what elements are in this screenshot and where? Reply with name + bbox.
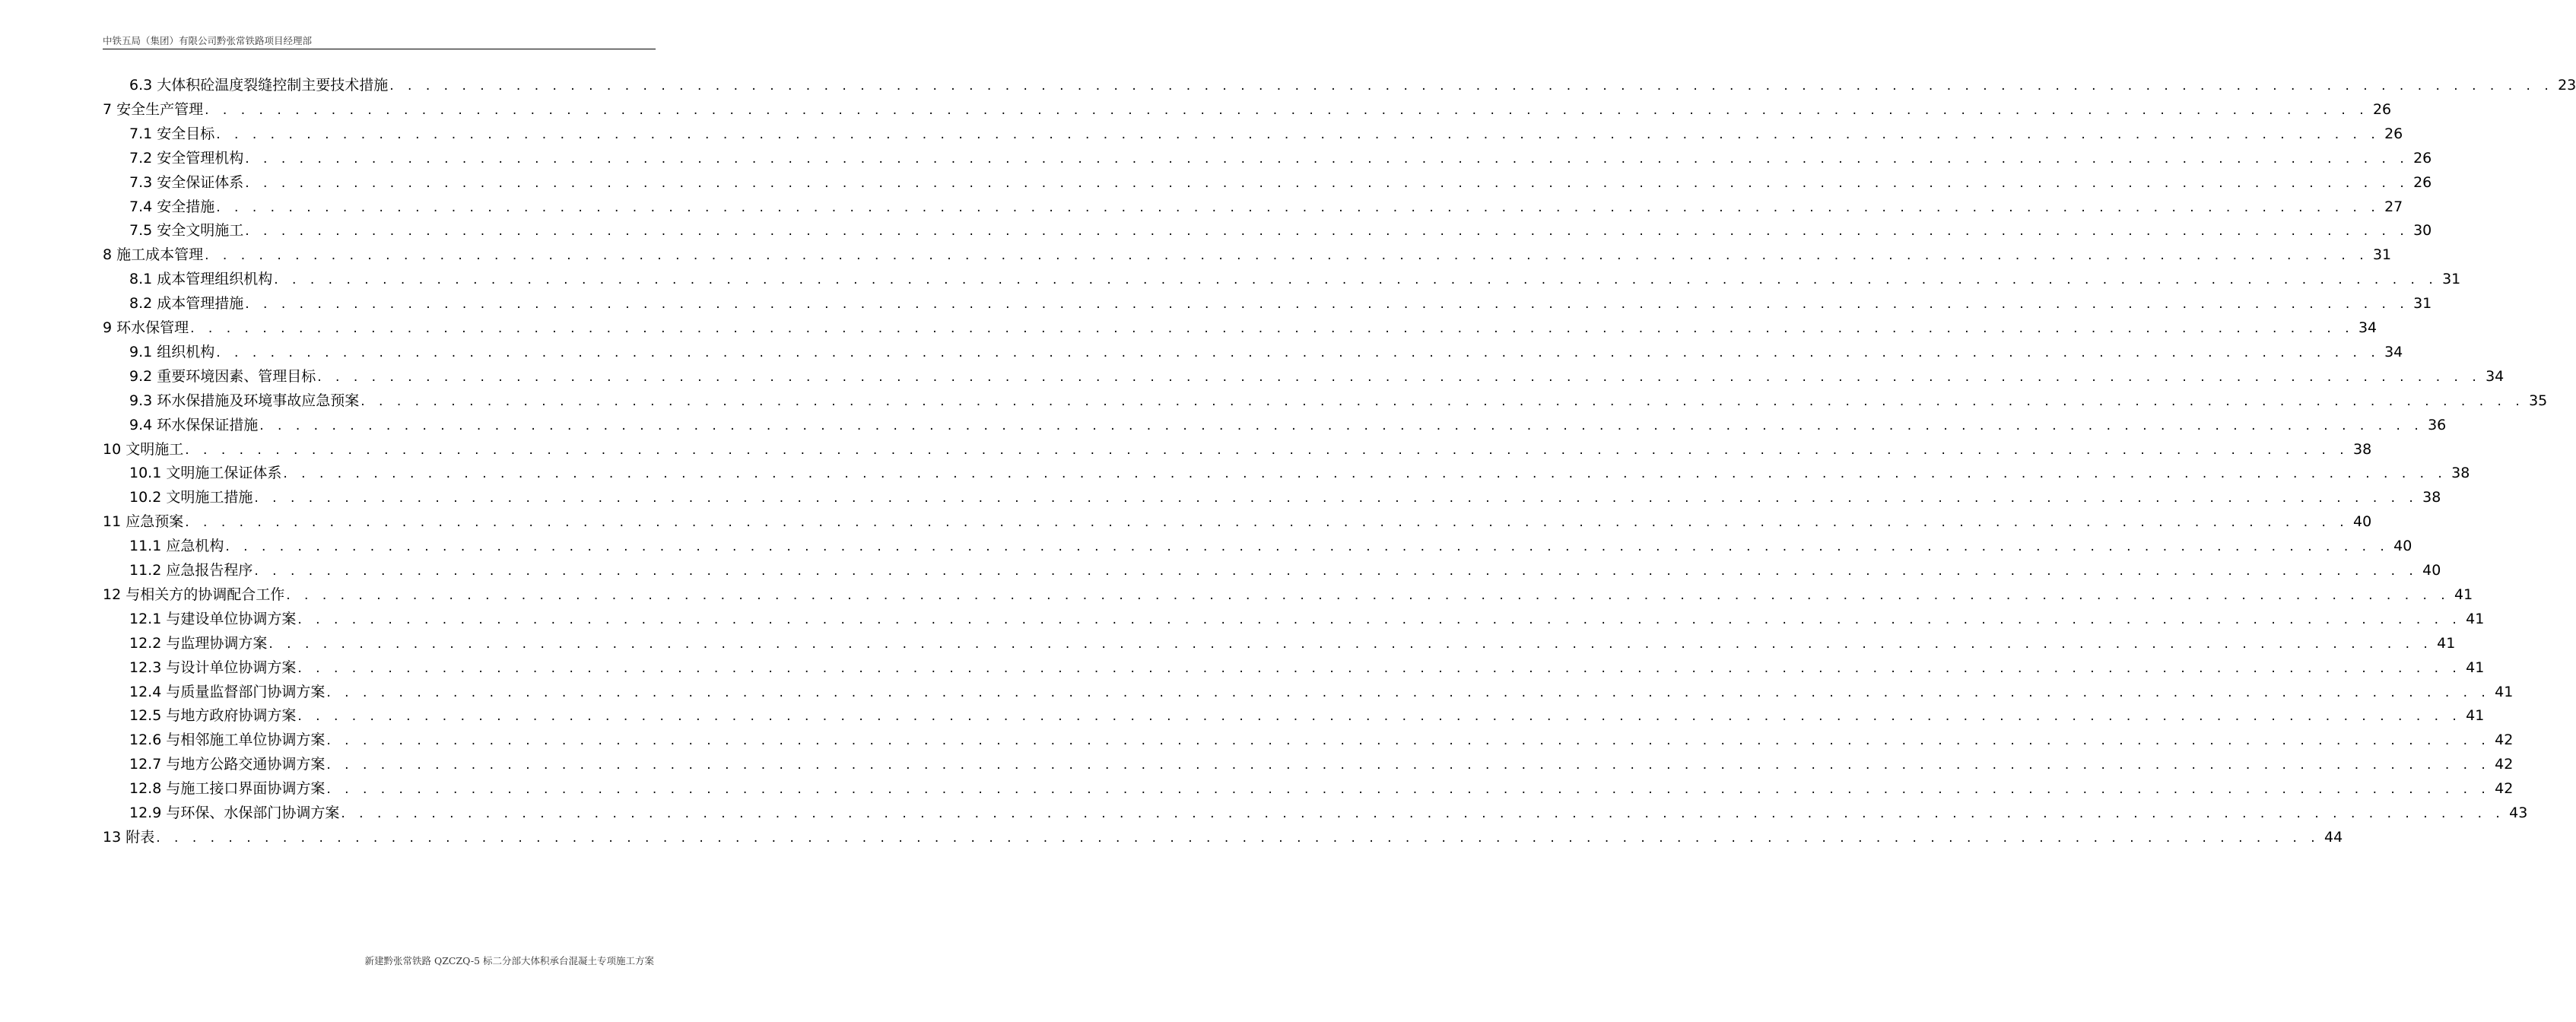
toc-entry-page: 41 [2466,707,2485,725]
toc-entry-title: 大体积砼温度裂缝控制主要技术措施 [157,77,389,94]
toc-entry-number: 8 [103,246,113,264]
toc-entry-page: 40 [2422,562,2441,579]
toc-entry-number: 7.2 [129,149,153,167]
toc-entry-page: 38 [2353,440,2372,458]
toc-entry[interactable] [129,558,2441,582]
toc-entry-page: 26 [2384,125,2403,142]
page-header: 中铁五局（集团）有限公司黔张常铁路项目经理部 [103,35,656,49]
toc-entry-number: 12.8 [129,780,162,798]
toc-entry-page: 38 [2422,489,2441,506]
toc-entry[interactable] [129,364,2505,389]
toc-dot-leader: . . . . . . . . . . . . . . . . . . . . . . . . . . . . . . . . . . . . . . . . . . . . . . . . . . . . . . . . . . . . . . . . . . . . . . . . . . . . . . . . . . . . . . . . . . . . . . . . . . . . . . . . . . . . . . . . . . . . . . . . [326,782,2491,798]
toc-entry-number: 9.2 [129,367,153,385]
toc-entry-title: 文明施工 [125,440,184,458]
toc-dot-leader: . . . . . . . . . . . . . . . . . . . . . . . . . . . . . . . . . . . . . . . . . . . . . . . . . . . . . . . . . . . . . . . . . . . . . . . . . . . . . . . . . . . . . . . . . . . . . . . . . . . . . . . . . . . . . . . . . . . . . . . . [190,321,2355,336]
toc-entry-title: 应急预案 [125,513,184,531]
toc-dot-leader: . . . . . . . . . . . . . . . . . . . . . . . . . . . . . . . . . . . . . . . . . . . . . . . . . . . . . . . . . . . . . . . . . . . . . . . . . . . . . . . . . . . . . . . . . . . . . . . . . . . . . . . . . . . . . . . . . . . . . . . . [185,442,2349,458]
toc-entry-number: 7.5 [129,222,153,240]
toc-entry[interactable] [129,413,2447,437]
toc-entry-title: 与相邻施工单位协调方案 [166,732,326,749]
toc-dot-leader: . . . . . . . . . . . . . . . . . . . . . . . . . . . . . . . . . . . . . . . . . . . . . . . . . . . . . . . . . . . . . . . . . . . . . . . . . . . . . . . . . . . . . . . . . . . . . . . . . . . . . . . . . . . . . . . . . . . . . . . . [297,611,2462,627]
toc-entry[interactable] [103,97,2392,122]
toc-entry[interactable] [129,752,2514,776]
toc-entry-page: 27 [2384,198,2403,215]
toc-entry-title: 环水保保证措施 [157,416,259,433]
toc-dot-leader: . . . . . . . . . . . . . . . . . . . . . . . . . . . . . . . . . . . . . . . . . . . . . . . . . . . . . . . . . . . . . . . . . . . . . . . . . . . . . . . . . . . . . . . . . . . . . . . . . . . . . . . . . . . . . . . . . . . . . . . . [245,297,2409,313]
toc-entry[interactable] [129,122,2403,146]
toc-entry-page: 44 [2324,828,2343,846]
toc-entry-title: 安全目标 [157,125,215,142]
toc-entry-page: 31 [2372,246,2392,264]
toc-entry-number: 7 [103,100,113,118]
toc-entry[interactable] [103,437,2372,462]
toc-entry-number: 12.6 [129,732,162,749]
toc-entry-page: 31 [2442,271,2461,288]
toc-entry[interactable] [103,825,2343,849]
toc-entry-title: 与地方政府协调方案 [166,707,297,725]
toc-entry-title: 与建设单位协调方案 [166,610,297,627]
toc-entry[interactable] [129,195,2403,219]
toc-entry-title: 成本管理措施 [157,295,244,313]
toc-dot-leader: . . . . . . . . . . . . . . . . . . . . . . . . . . . . . . . . . . . . . . . . . . . . . . . . . . . . . . . . . . . . . . . . . . . . . . . . . . . . . . . . . . . . . . . . . . . . . . . . . . . . . . . . . . . . . . . . . . . . . . . . [326,684,2491,700]
toc-entry-number: 11 [103,513,122,531]
toc-dot-leader: . . . . . . . . . . . . . . . . . . . . . . . . . . . . . . . . . . . . . . . . . . . . . . . . . . . . . . . . . . . . . . . . . . . . . . . . . . . . . . . . . . . . . . . . . . . . . . . . . . . . . . . . . . . . . . . . . . . . . . . . [317,369,2482,385]
toc-dot-leader: . . . . . . . . . . . . . . . . . . . . . . . . . . . . . . . . . . . . . . . . . . . . . . . . . . . . . . . . . . . . . . . . . . . . . . . . . . . . . . . . . . . . . . . . . . . . . . . . . . . . . . . . . . . . . . . . . . . . . . . . [225,539,2390,555]
toc-entry[interactable] [103,243,2392,267]
toc-entry-number: 9.3 [129,392,153,409]
toc-entry-title: 文明施工措施 [166,489,253,506]
toc-entry-number: 12.3 [129,659,162,676]
toc-entry-page: 38 [2451,465,2470,482]
toc-entry[interactable] [129,170,2432,195]
toc-dot-leader: . . . . . . . . . . . . . . . . . . . . . . . . . . . . . . . . . . . . . . . . . . . . . . . . . . . . . . . . . . . . . . . . . . . . . . . . . . . . . . . . . . . . . . . . . . . . . . . . . . . . . . . . . . . . . . . . . . . . . . . . [254,490,2419,506]
toc-entry[interactable] [129,73,2576,97]
toc-dot-leader: . . . . . . . . . . . . . . . . . . . . . . . . . . . . . . . . . . . . . . . . . . . . . . . . . . . . . . . . . . . . . . . . . . . . . . . . . . . . . . . . . . . . . . . . . . . . . . . . . . . . . . . . . . . . . . . . . . . . . . . . [216,126,2381,142]
toc-entry[interactable] [129,680,2514,704]
toc-entry-title: 与质量监督部门协调方案 [166,683,326,700]
toc-entry-title: 与监理协调方案 [166,634,268,652]
toc-entry[interactable] [129,655,2485,680]
toc-entry-title: 与环保、水保部门协调方案 [166,805,340,821]
toc-entry[interactable] [129,146,2432,170]
toc-entry-page: 26 [2413,149,2432,167]
toc-entry-number: 12.1 [129,610,162,627]
toc-entry-number: 6.3 [129,77,153,94]
toc-dot-leader: . . . . . . . . . . . . . . . . . . . . . . . . . . . . . . . . . . . . . . . . . . . . . . . . . . . . . . . . . . . . . . . . . . . . . . . . . . . . . . . . . . . . . . . . . . . . . . . . . . . . . . . . . . . . . . . . . . . . . . . . [205,248,2369,264]
toc-entry[interactable] [129,389,2548,413]
toc-dot-leader: . . . . . . . . . . . . . . . . . . . . . . . . . . . . . . . . . . . . . . . . . . . . . . . . . . . . . . . . . . . . . . . . . . . . . . . . . . . . . . . . . . . . . . . . . . . . . . . . . . . . . . . . . . . . . . . . . . . . . . . . [326,733,2491,749]
toc-entry-number: 12.9 [129,805,162,821]
toc-dot-leader: . . . . . . . . . . . . . . . . . . . . . . . . . . . . . . . . . . . . . . . . . . . . . . . . . . . . . . . . . . . . . . . . . . . . . . . . . . . . . . . . . . . . . . . . . . . . . . . . . . . . . . . . . . . . . . . . . . . . . . . . [245,175,2409,191]
toc-entry[interactable] [103,316,2377,340]
toc-entry-title: 安全生产管理 [116,100,204,118]
toc-entry-number: 12 [103,586,122,603]
toc-entry-title: 安全文明施工 [157,222,244,240]
toc-entry-number: 12.7 [129,756,162,773]
toc-entry-number: 12.4 [129,683,162,700]
toc-entry-title: 安全保证体系 [157,173,244,191]
toc-dot-leader: . . . . . . . . . . . . . . . . . . . . . . . . . . . . . . . . . . . . . . . . . . . . . . . . . . . . . . . . . . . . . . . . . . . . . . . . . . . . . . . . . . . . . . . . . . . . . . . . . . . . . . . . . . . . . . . . . . . . . . . . [245,151,2409,167]
toc-entry-title: 环水保管理 [116,319,189,336]
toc-entry-page: 42 [2495,780,2514,798]
toc-entry-page: 40 [2393,538,2412,555]
toc-entry-page: 36 [2428,416,2447,433]
toc-entry-number: 7.4 [129,198,153,215]
toc-entry-page: 41 [2466,610,2485,627]
toc-entry-page: 41 [2437,634,2456,652]
toc-entry-number: 7.3 [129,173,153,191]
toc-entry-number: 10.1 [129,465,162,482]
page-footer: 新建黔张常铁路 QZCZQ-5 标二分部大体积承台混凝土专项施工方案 [364,955,654,966]
toc-dot-leader: . . . . . . . . . . . . . . . . . . . . . . . . . . . . . . . . . . . . . . . . . . . . . . . . . . . . . . . . . . . . . . . . . . . . . . . . . . . . . . . . . . . . . . . . . . . . . . . . . . . . . . . . . . . . . . . . . . . . . . . . [389,78,2554,94]
toc-dot-leader: . . . . . . . . . . . . . . . . . . . . . . . . . . . . . . . . . . . . . . . . . . . . . . . . . . . . . . . . . . . . . . . . . . . . . . . . . . . . . . . . . . . . . . . . . . . . . . . . . . . . . . . . . . . . . . . . . . . . . . . . [341,806,2505,821]
toc-entry[interactable] [129,291,2432,316]
toc-dot-leader: . . . . . . . . . . . . . . . . . . . . . . . . . . . . . . . . . . . . . . . . . . . . . . . . . . . . . . . . . . . . . . . . . . . . . . . . . . . . . . . . . . . . . . . . . . . . . . . . . . . . . . . . . . . . . . . . . . . . . . . . [205,102,2369,118]
toc-dot-leader: . . . . . . . . . . . . . . . . . . . . . . . . . . . . . . . . . . . . . . . . . . . . . . . . . . . . . . . . . . . . . . . . . . . . . . . . . . . . . . . . . . . . . . . . . . . . . . . . . . . . . . . . . . . . . . . . . . . . . . . . [268,636,2433,652]
toc-entry-title: 附表 [125,828,155,846]
toc-entry-title: 与设计单位协调方案 [166,659,297,676]
toc-entry[interactable] [129,607,2485,631]
toc-entry-title: 安全措施 [157,198,215,215]
toc-dot-leader: . . . . . . . . . . . . . . . . . . . . . . . . . . . . . . . . . . . . . . . . . . . . . . . . . . . . . . . . . . . . . . . . . . . . . . . . . . . . . . . . . . . . . . . . . . . . . . . . . . . . . . . . . . . . . . . . . . . . . . . . [286,587,2451,603]
toc-entry[interactable] [103,509,2372,534]
toc-entry[interactable] [129,218,2432,243]
toc-entry-title: 与施工接口界面协调方案 [166,780,326,798]
toc-entry-title: 重要环境因素、管理目标 [157,367,316,385]
toc-entry-title: 环水保措施及环境事故应急预案 [157,392,360,409]
toc-entry-number: 11.1 [129,538,162,555]
toc-entry-number: 9 [103,319,113,336]
toc-dot-leader: . . . . . . . . . . . . . . . . . . . . . . . . . . . . . . . . . . . . . . . . . . . . . . . . . . . . . . . . . . . . . . . . . . . . . . . . . . . . . . . . . . . . . . . . . . . . . . . . . . . . . . . . . . . . . . . . . . . . . . . . [297,660,2462,676]
toc-entry-page: 43 [2509,805,2528,821]
toc-dot-leader: . . . . . . . . . . . . . . . . . . . . . . . . . . . . . . . . . . . . . . . . . . . . . . . . . . . . . . . . . . . . . . . . . . . . . . . . . . . . . . . . . . . . . . . . . . . . . . . . . . . . . . . . . . . . . . . . . . . . . . . . [326,757,2491,773]
toc-entry[interactable] [129,267,2461,291]
toc-dot-leader: . . . . . . . . . . . . . . . . . . . . . . . . . . . . . . . . . . . . . . . . . . . . . . . . . . . . . . . . . . . . . . . . . . . . . . . . . . . . . . . . . . . . . . . . . . . . . . . . . . . . . . . . . . . . . . . . . . . . . . . . [156,830,2320,846]
toc-entry-number: 8.1 [129,271,153,288]
toc-entry-title: 文明施工保证体系 [166,465,282,482]
toc-entry-title: 应急报告程序 [166,562,253,579]
toc-entry-title: 与相关方的协调配合工作 [125,586,285,603]
toc-dot-leader: . . . . . . . . . . . . . . . . . . . . . . . . . . . . . . . . . . . . . . . . . . . . . . . . . . . . . . . . . . . . . . . . . . . . . . . . . . . . . . . . . . . . . . . . . . . . . . . . . . . . . . . . . . . . . . . . . . . . . . . . [259,417,2424,433]
toc-entry-page: 41 [2454,586,2473,603]
toc-entry[interactable] [129,728,2514,752]
toc-entry-title: 成本管理组织机构 [157,271,273,288]
toc-entry[interactable] [129,801,2528,825]
toc-entry-number: 10.2 [129,489,162,506]
toc-entry[interactable] [129,340,2403,364]
toc-entry[interactable] [129,776,2514,801]
toc-dot-leader: . . . . . . . . . . . . . . . . . . . . . . . . . . . . . . . . . . . . . . . . . . . . . . . . . . . . . . . . . . . . . . . . . . . . . . . . . . . . . . . . . . . . . . . . . . . . . . . . . . . . . . . . . . . . . . . . . . . . . . . . [274,272,2438,288]
toc-entry[interactable] [129,703,2485,728]
toc-entry[interactable] [129,631,2456,655]
toc-entry-number: 9.4 [129,416,153,433]
toc-entry-page: 41 [2466,659,2485,676]
toc-entry-page: 26 [2372,100,2392,118]
toc-dot-leader: . . . . . . . . . . . . . . . . . . . . . . . . . . . . . . . . . . . . . . . . . . . . . . . . . . . . . . . . . . . . . . . . . . . . . . . . . . . . . . . . . . . . . . . . . . . . . . . . . . . . . . . . . . . . . . . . . . . . . . . . [361,393,2525,409]
toc-entry-page: 35 [2529,392,2548,409]
toc-entry-title: 应急机构 [166,538,224,555]
toc-entry-title: 施工成本管理 [116,246,204,264]
toc-dot-leader: . . . . . . . . . . . . . . . . . . . . . . . . . . . . . . . . . . . . . . . . . . . . . . . . . . . . . . . . . . . . . . . . . . . . . . . . . . . . . . . . . . . . . . . . . . . . . . . . . . . . . . . . . . . . . . . . . . . . . . . . [245,224,2409,240]
toc-entry-number: 13 [103,828,122,846]
toc-entry-title: 与地方公路交通协调方案 [166,756,326,773]
toc-entry[interactable] [129,534,2412,558]
toc-dot-leader: . . . . . . . . . . . . . . . . . . . . . . . . . . . . . . . . . . . . . . . . . . . . . . . . . . . . . . . . . . . . . . . . . . . . . . . . . . . . . . . . . . . . . . . . . . . . . . . . . . . . . . . . . . . . . . . . . . . . . . . . [216,199,2381,215]
toc-entry-page: 42 [2495,756,2514,773]
toc-dot-leader: . . . . . . . . . . . . . . . . . . . . . . . . . . . . . . . . . . . . . . . . . . . . . . . . . . . . . . . . . . . . . . . . . . . . . . . . . . . . . . . . . . . . . . . . . . . . . . . . . . . . . . . . . . . . . . . . . . . . . . . . [185,515,2349,531]
toc-entry-number: 10 [103,440,122,458]
toc-entry-page: 26 [2413,173,2432,191]
toc-entry-title: 安全管理机构 [157,149,244,167]
toc-dot-leader: . . . . . . . . . . . . . . . . . . . . . . . . . . . . . . . . . . . . . . . . . . . . . . . . . . . . . . . . . . . . . . . . . . . . . . . . . . . . . . . . . . . . . . . . . . . . . . . . . . . . . . . . . . . . . . . . . . . . . . . . [254,563,2419,579]
toc-entry-page: 41 [2495,683,2514,700]
toc-entry-number: 8.2 [129,295,153,313]
toc-entry[interactable] [103,582,2473,607]
toc-dot-leader: . . . . . . . . . . . . . . . . . . . . . . . . . . . . . . . . . . . . . . . . . . . . . . . . . . . . . . . . . . . . . . . . . . . . . . . . . . . . . . . . . . . . . . . . . . . . . . . . . . . . . . . . . . . . . . . . . . . . . . . . [216,344,2381,360]
toc-entry-page: 34 [2384,343,2403,360]
toc-entry-title: 组织机构 [157,343,215,360]
toc-entry-page: 31 [2413,295,2432,313]
toc-entry-page: 23 [2558,77,2576,94]
toc-entry-page: 40 [2353,513,2372,531]
toc-dot-leader: . . . . . . . . . . . . . . . . . . . . . . . . . . . . . . . . . . . . . . . . . . . . . . . . . . . . . . . . . . . . . . . . . . . . . . . . . . . . . . . . . . . . . . . . . . . . . . . . . . . . . . . . . . . . . . . . . . . . . . . . [297,709,2462,725]
toc-entry-number: 12.2 [129,634,162,652]
toc-entry-page: 34 [2358,319,2377,336]
toc-dot-leader: . . . . . . . . . . . . . . . . . . . . . . . . . . . . . . . . . . . . . . . . . . . . . . . . . . . . . . . . . . . . . . . . . . . . . . . . . . . . . . . . . . . . . . . . . . . . . . . . . . . . . . . . . . . . . . . . . . . . . . . . [283,466,2447,482]
toc-entry[interactable] [129,485,2441,509]
toc-entry-number: 12.5 [129,707,162,725]
toc-entry-page: 30 [2413,222,2432,240]
toc-entry-page: 42 [2495,732,2514,749]
toc-entry-number: 9.1 [129,343,153,360]
toc-entry[interactable] [129,461,2470,485]
toc-entry-number: 11.2 [129,562,162,579]
toc-entry-number: 7.1 [129,125,153,142]
toc-entry-page: 34 [2485,367,2505,385]
